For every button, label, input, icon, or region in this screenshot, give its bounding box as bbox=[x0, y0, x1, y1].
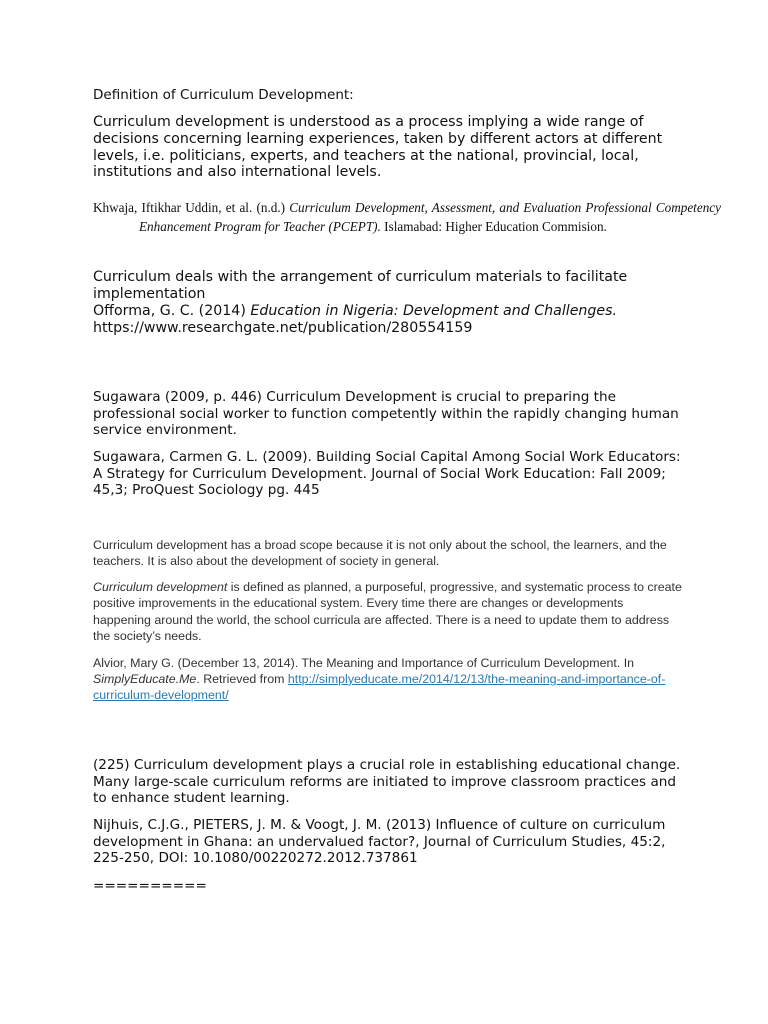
citation-2-title: Education in Nigeria: Development and Challenges. bbox=[250, 303, 618, 319]
definition-4-body: is defined as planned, a purposeful, progressive, and systematic process to create positive improvements in the educational system. Every time there are changes or developments happening around the world, the school curricula are affected. There is a need to update them to address the society’s needs. bbox=[93, 580, 682, 644]
separator-line: ========== bbox=[93, 878, 207, 894]
citation-2-authors: Offorma, G. C. (2014) bbox=[93, 303, 251, 319]
citation-5: Nijhuis, C.J.G., PIETERS, J. M. & Voogt, J. M. (2013) Influence of culture on curriculum development in Ghana: an undervalued factor?, Journal of Curriculum Studies, 45:2, 225-250, DOI: 10.1080/00220272.2012.737861 bbox=[93, 817, 666, 867]
citation-1-title: Curriculum Development, Assessment, and Evaluation Professional Competency Enhancement Program for Teacher (PCEPT). bbox=[139, 200, 721, 234]
definition-4-term: Curriculum development bbox=[93, 580, 228, 594]
citation-4 bbox=[93, 656, 683, 703]
citation-4-text: Alvior, Mary G. (December 13, 2014). The Meaning and Importance of Curriculum Development. In bbox=[93, 656, 635, 670]
citation-4-retrieved: . Retrieved from bbox=[196, 671, 288, 686]
citation-4-link[interactable]: http://simplyeducate.me/2014/12/13/the-meaning-and-importance-of-curriculum-development/ bbox=[93, 671, 666, 702]
document-heading: Definition of Curriculum Development: bbox=[93, 87, 354, 103]
definition-3: Sugawara (2009, p. 446) Curriculum Development is crucial to preparing the professional social worker to function competently within the rapidly changing human service environment. bbox=[93, 389, 679, 439]
citation-2-url: https://www.researchgate.net/publication/280554159 bbox=[93, 319, 473, 336]
citation-4-source: SimplyEducate.Me bbox=[93, 671, 197, 686]
citation-3: Sugawara, Carmen G. L. (2009). Building Social Capital Among Social Work Educators: A Strategy for Curriculum Development. Journal of Social Work Education: Fall 2009; 45,3; ProQuest Sociology pg. 445 bbox=[93, 449, 681, 499]
definition-1: Curriculum development is understood as a process implying a wide range of decisions concerning learning experiences, taken by different actors at different levels, i.e. politicians, experts, and teachers at the national, provincial, local, institutions and also international levels. bbox=[93, 114, 663, 181]
definition-4 bbox=[93, 579, 683, 645]
definition-2: Curriculum deals with the arrangement of curriculum materials to facilitate implementation bbox=[93, 269, 628, 302]
citation-1-authors: Khwaja, Iftikhar Uddin, et al. (n.d.) bbox=[93, 200, 290, 215]
citation-2 bbox=[93, 303, 683, 337]
definition-4-scope: Curriculum development has a broad scope because it is not only about the school, the learners, and the teachers. It is also about the development of society in general. bbox=[93, 538, 667, 569]
definition-5: (225) Curriculum development plays a crucial role in establishing educational change. Many large-scale curriculum reforms are initiated to improve classroom practices and to enhance student learning. bbox=[93, 757, 681, 807]
citation-1-publisher: Islamabad: Higher Education Commision. bbox=[380, 218, 607, 234]
citation-1 bbox=[93, 199, 721, 236]
